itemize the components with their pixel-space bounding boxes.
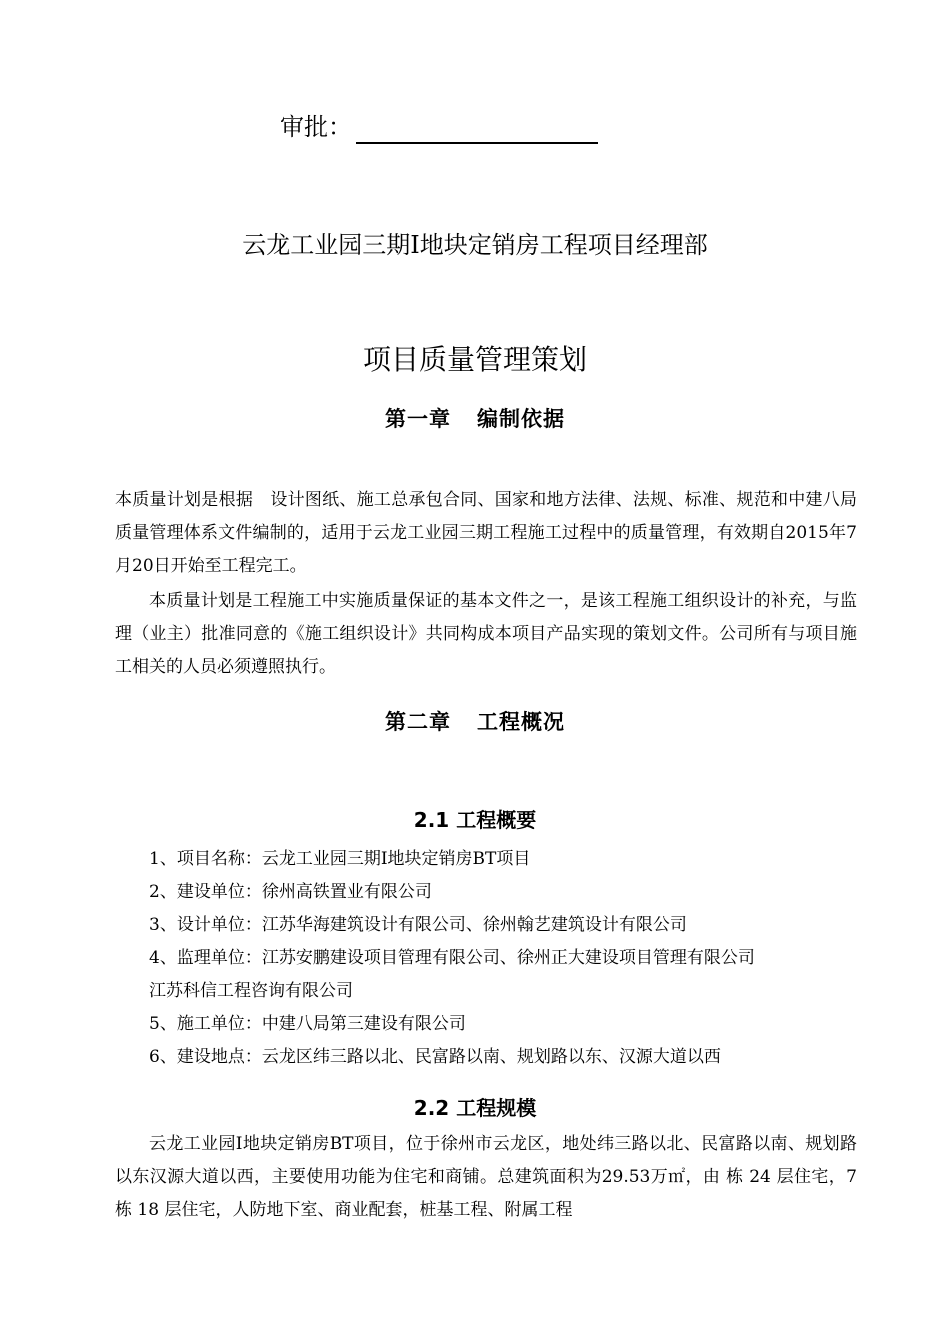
chapter-1-title: 编制依据 <box>477 407 565 431</box>
section-2-1-heading: 2.1 工程概要 <box>413 808 537 832</box>
chapter-2-title: 工程概况 <box>477 710 565 734</box>
chapter-2-number: 第二章 <box>385 710 451 734</box>
chapter-1-number: 第一章 <box>385 407 451 431</box>
list-item: 1、项目名称：云龙工业园三期I地块定销房BT项目 <box>149 849 531 869</box>
list-item: 2、建设单位：徐州高铁置业有限公司 <box>149 882 432 902</box>
list-item: 6、建设地点：云龙区纬三路以北、民富路以南、规划路以东、汉源大道以西 <box>149 1047 721 1067</box>
list-item: 5、施工单位：中建八局第三建设有限公司 <box>149 1014 466 1034</box>
list-item-continuation: 江苏科信工程咨询有限公司 <box>149 981 353 1001</box>
list-item: 4、监理单位：江苏安鹏建设项目管理有限公司、徐州正大建设项目管理有限公司 <box>149 948 755 968</box>
department-name: 云龙工业园三期I地块定销房工程项目经理部 <box>242 231 708 259</box>
chapter-1-paragraph-1: 本质量计划是根据 设计图纸、施工总承包合同、国家和地方法律、法规、标准、规范和中建八局质量管理体系文件编制的，适用于云龙工业园三期工程施工过程中的质量管理，有效期自2015年7月20日开始至工程完工。 <box>115 490 857 576</box>
approval-field <box>280 110 598 144</box>
chapter-1-paragraph-2: 本质量计划是工程施工中实施质量保证的基本文件之一，是该工程施工组织设计的补充，与监理（业主）批准同意的《施工组织设计》共同构成本项目产品实现的策划文件。公司所有与项目施工相关的人员必须遵照执行。 <box>115 591 857 677</box>
list-item: 3、设计单位：江苏华海建筑设计有限公司、徐州翰艺建筑设计有限公司 <box>149 915 687 935</box>
section-2-2-paragraph: 云龙工业园I地块定销房BT项目，位于徐州市云龙区，地处纬三路以北、民富路以南、规划路以东汉源大道以西，主要使用功能为住宅和商铺。总建筑面积为29.53万㎡，由 栋 24 层住宅，7 栋 18 层住宅，人防地下室、商业配套，桩基工程、附属工程 <box>115 1134 857 1220</box>
approval-signature-line <box>356 116 598 144</box>
chapter-2-heading <box>0 707 950 737</box>
approval-label: 审批： <box>280 113 352 141</box>
project-overview-list <box>115 843 875 1074</box>
document-title: 项目质量管理策划 <box>362 343 587 376</box>
section-2-2-heading: 2.2 工程规模 <box>413 1096 537 1120</box>
chapter-1-heading <box>0 404 950 434</box>
